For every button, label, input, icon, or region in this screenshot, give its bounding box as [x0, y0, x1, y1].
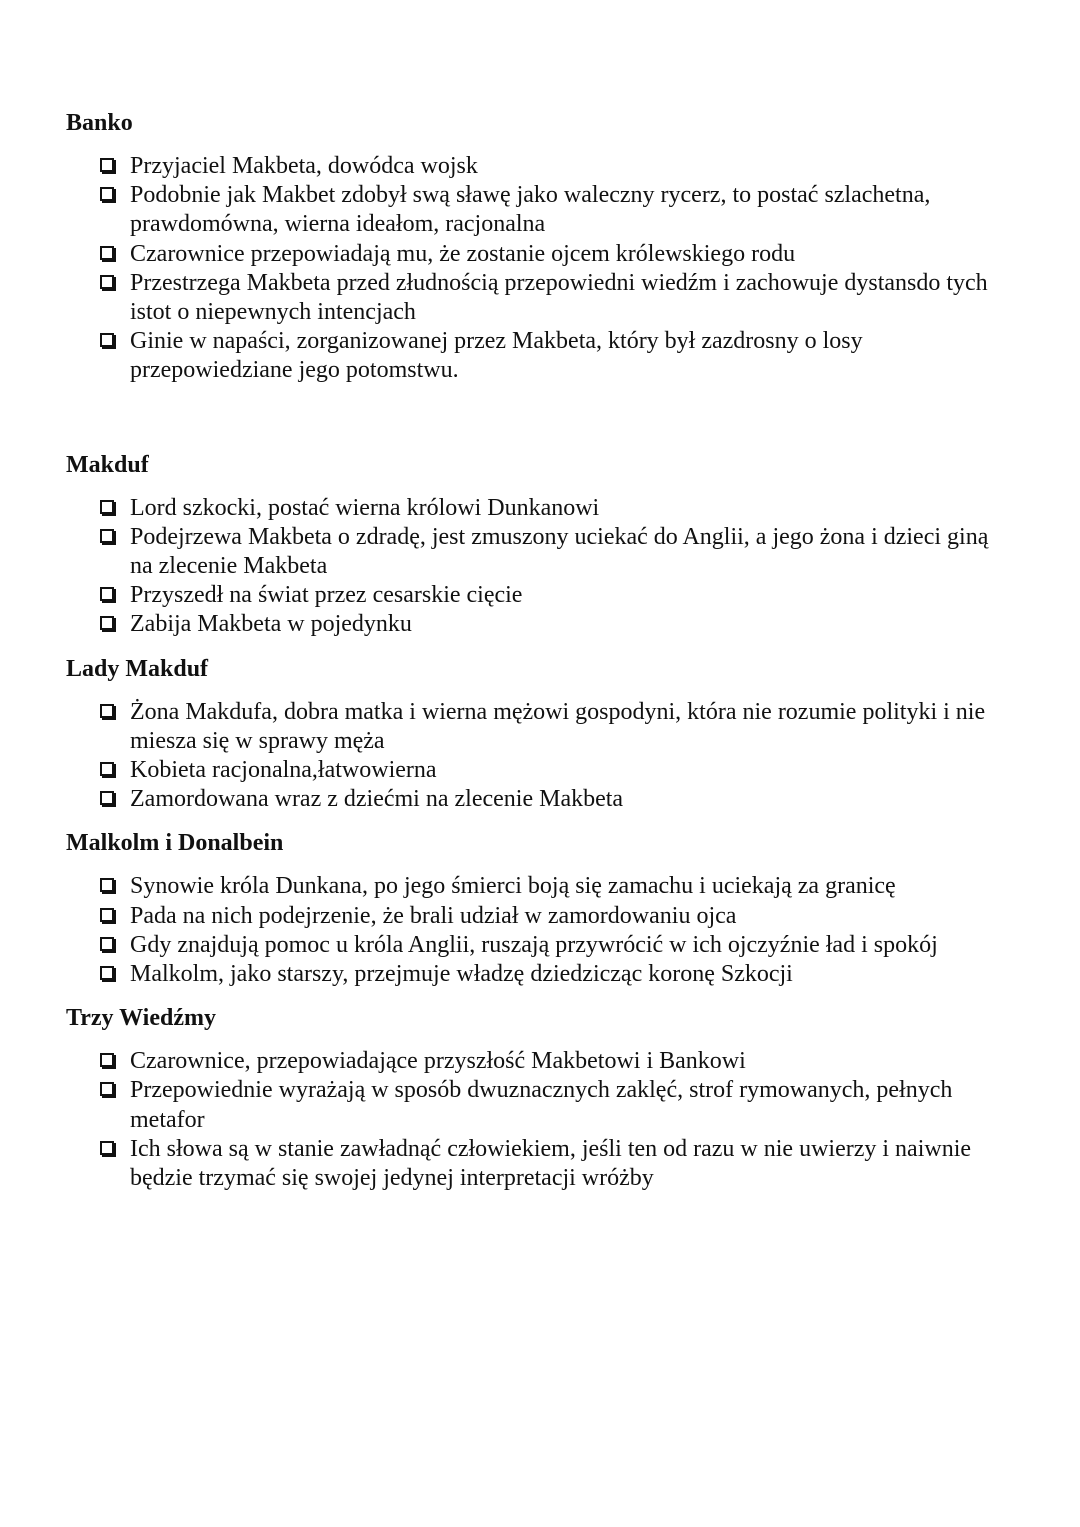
section-heading: Trzy Wiedźmy	[66, 1005, 216, 1032]
list-item	[98, 902, 1016, 931]
list-item-text: Przestrzega Makbeta przed złudnością przepowiedni wiedźm i zachowuje dystansdo tych istot o niepewnych intencjach	[130, 269, 988, 326]
list-item-text: Czarownice, przepowiadające przyszłość Makbetowi i Bankowi	[130, 1048, 746, 1075]
list-item	[98, 960, 1016, 989]
section-spacer	[66, 640, 1016, 654]
checkbox-icon	[100, 187, 114, 201]
list-item-text: Podobnie jak Makbet zdobył swą sławę jako waleczny rycerz, to postać szlachetna, prawdomówna, wierna ideałom, racjonalna	[130, 182, 931, 238]
checkbox-icon	[100, 275, 114, 289]
list-item-text: Malkolm, jako starszy, przejmuje władzę dziedzicząc koronę Szkocji	[130, 961, 793, 988]
section-heading: Banko	[66, 110, 133, 136]
list-item-text: Podejrzewa Makbeta o zdradę, jest zmuszony uciekać do Anglii, a jego żona i dzieci giną na zlecenie Makbeta	[130, 523, 989, 580]
list-item	[98, 240, 1016, 269]
list-item-text: Żona Makdufa, dobra matka i wierna mężowi gospodyni, która nie rozumie polityki i nie miesza się w sprawy męża	[130, 698, 986, 754]
document-page	[66, 108, 1016, 1193]
list-item-text: Przepowiednie wyrażają w sposób dwuznacznych zaklęć, strof rymowanych, pełnych metafor	[130, 1077, 953, 1133]
list-item-text: Gdy znajdują pomoc u króla Anglii, ruszają przywrócić w ich ojczyźnie ład i spokój	[130, 931, 938, 958]
section-malkolm-donalbein	[66, 828, 1016, 989]
list-item-text: Ich słowa są w stanie zawładnąć człowiekiem, jeśli ten od razu w nie uwierzy i naiwnie będzie trzymać się swojej jedynej interpretacji wróżby	[130, 1135, 972, 1192]
list-item-text: Czarownice przepowiadają mu, że zostanie ojcem królewskiego rodu	[130, 240, 796, 267]
list-item	[98, 785, 1016, 814]
list-item-text: Ginie w napaści, zorganizowanej przez Makbeta, który był zazdrosny o losy przepowiedziane jego potomstwu.	[130, 328, 863, 384]
list-item-text: Pada na nich podejrzenie, że brali udział w zamordowaniu ojca	[130, 902, 737, 929]
list-item-text: Przyszedł na świat przez cesarskie cięcie	[130, 582, 523, 609]
checkbox-icon	[100, 587, 114, 601]
list-item	[98, 523, 1016, 581]
section-trzy-wiedzmy	[66, 1003, 1016, 1193]
checklist	[98, 698, 1016, 815]
checkbox-icon	[100, 791, 114, 805]
checkbox-icon	[100, 704, 114, 718]
checklist	[98, 494, 1016, 640]
list-item	[98, 269, 1016, 327]
list-item	[98, 494, 1016, 523]
section-makduf	[66, 450, 1016, 640]
checkbox-icon	[100, 878, 114, 892]
section-spacer	[66, 989, 1016, 1003]
checkbox-icon	[100, 1141, 114, 1155]
checkbox-icon	[100, 500, 114, 514]
list-item	[98, 1135, 1016, 1193]
list-item-text: Zamordowana wraz z dziećmi na zlecenie Makbeta	[130, 786, 624, 813]
section-banko	[66, 108, 1016, 386]
checklist	[98, 152, 1016, 386]
checkbox-icon	[100, 966, 114, 980]
list-item-text: Lord szkocki, postać wierna królowi Dunkanowi	[130, 494, 600, 521]
list-item	[98, 581, 1016, 610]
section-spacer	[66, 386, 1016, 450]
list-item-text: Synowie króla Dunkana, po jego śmierci boją się zamachu i uciekają za granicę	[130, 873, 896, 900]
section-heading: Lady Makduf	[66, 655, 209, 682]
checkbox-icon	[100, 158, 114, 172]
checkbox-icon	[100, 1053, 114, 1067]
list-item	[98, 931, 1016, 960]
list-item	[98, 698, 1016, 756]
checkbox-icon	[100, 762, 114, 776]
checkbox-icon	[100, 1082, 114, 1096]
list-item	[98, 1076, 1016, 1134]
list-item-text: Kobieta racjonalna,łatwowierna	[130, 757, 437, 784]
checkbox-icon	[100, 246, 114, 260]
checkbox-icon	[100, 529, 114, 543]
section-heading: Makduf	[66, 451, 149, 478]
list-item	[98, 872, 1016, 901]
list-item	[98, 610, 1016, 639]
checklist	[98, 872, 1016, 989]
list-item	[98, 1047, 1016, 1076]
list-item	[98, 152, 1016, 181]
list-item	[98, 327, 1016, 385]
list-item-text: Przyjaciel Makbeta, dowódca wojsk	[130, 153, 478, 179]
section-lady-makduf	[66, 654, 1016, 815]
checkbox-icon	[100, 908, 114, 922]
checkbox-icon	[100, 616, 114, 630]
list-item-text: Zabija Makbeta w pojedynku	[130, 611, 412, 638]
checkbox-icon	[100, 937, 114, 951]
list-item	[98, 181, 1016, 239]
checklist	[98, 1047, 1016, 1193]
checkbox-icon	[100, 333, 114, 347]
section-heading: Malkolm i Donalbein	[66, 830, 284, 857]
section-spacer	[66, 814, 1016, 828]
list-item	[98, 756, 1016, 785]
